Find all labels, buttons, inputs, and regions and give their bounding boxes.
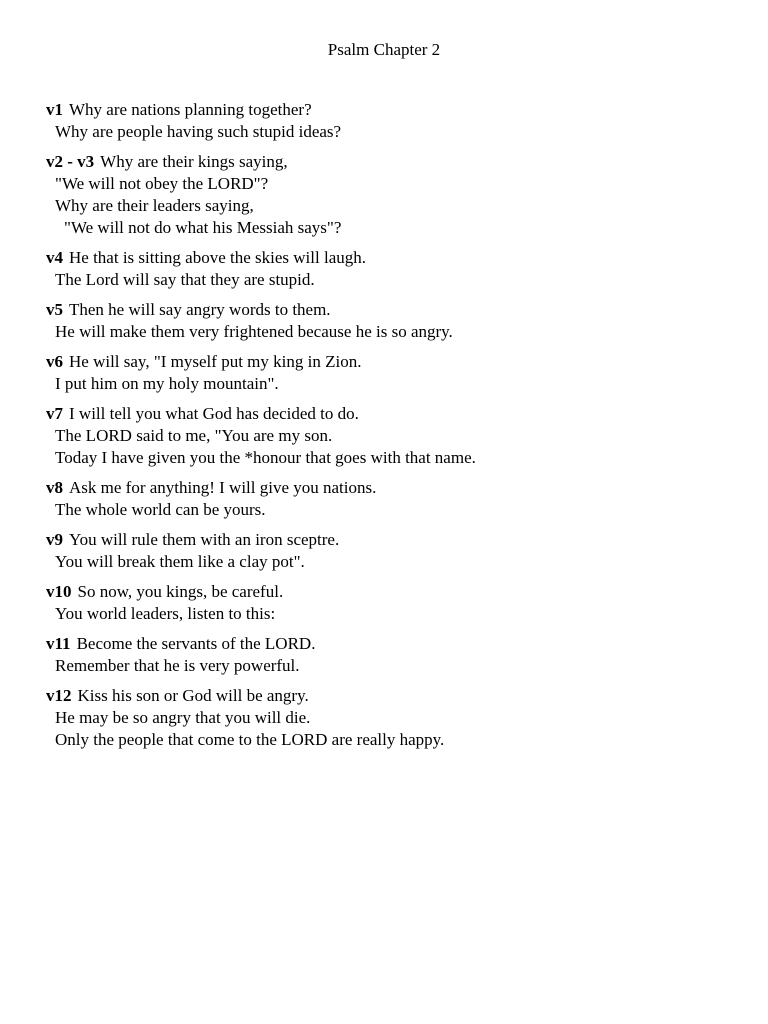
verse-first-line xyxy=(46,99,746,121)
verse-first-line xyxy=(46,247,746,269)
verse-first-line xyxy=(46,299,746,321)
verse-number: v11 xyxy=(46,634,71,653)
verse-text: Become the servants of the LORD. xyxy=(76,634,316,653)
verse-first-line xyxy=(46,351,746,373)
verse-8 xyxy=(46,477,746,521)
verse-number: v5 xyxy=(46,300,63,319)
verse-text: Then he will say angry words to them. xyxy=(69,300,331,319)
verse-6 xyxy=(46,351,746,395)
verse-text: Remember that he is very powerful. xyxy=(55,656,300,675)
verse-text: The LORD said to me, "You are my son. xyxy=(55,426,333,445)
verse-5 xyxy=(46,299,746,343)
verse-first-line xyxy=(46,403,746,425)
verse-number: v9 xyxy=(46,530,63,549)
verse-text: Why are their kings saying, xyxy=(100,152,288,171)
verse-11 xyxy=(46,633,746,677)
verse-number: v10 xyxy=(46,582,72,601)
verse-number: v1 xyxy=(46,100,63,119)
verse-first-line xyxy=(46,151,746,173)
verse-number: v6 xyxy=(46,352,63,371)
verse-text: The Lord will say that they are stupid. xyxy=(55,270,315,289)
verse-number: v8 xyxy=(46,478,63,497)
verse-first-line xyxy=(46,685,746,707)
verse-text: So now, you kings, be careful. xyxy=(77,582,284,601)
verse-number: v2 - v3 xyxy=(46,152,95,171)
verse-text: Why are nations planning together? xyxy=(69,100,312,119)
verse-text: He may be so angry that you will die. xyxy=(55,708,311,727)
verse-9 xyxy=(46,529,746,573)
verse-number: v12 xyxy=(46,686,72,705)
verse-text: You world leaders, listen to this: xyxy=(55,604,276,623)
verse-text: I will tell you what God has decided to do. xyxy=(69,404,359,423)
verse-text: Why are their leaders saying, xyxy=(55,196,254,215)
verse-text: Kiss his son or God will be angry. xyxy=(77,686,309,705)
verse-7 xyxy=(46,403,746,469)
verse-12 xyxy=(46,685,746,751)
verse-text: Today I have given you the *honour that goes with that name. xyxy=(55,448,476,467)
verse-text: You will break them like a clay pot". xyxy=(55,552,305,571)
verse-list xyxy=(46,99,746,759)
verse-number: v7 xyxy=(46,404,63,423)
verse-text: I put him on my holy mountain". xyxy=(55,374,279,393)
verse-2-3 xyxy=(46,151,746,239)
verse-10 xyxy=(46,581,746,625)
verse-4 xyxy=(46,247,746,291)
verse-text: Why are people having such stupid ideas? xyxy=(55,122,342,141)
verse-text: He that is sitting above the skies will laugh. xyxy=(69,248,366,267)
verse-1 xyxy=(46,99,746,143)
verse-text: He will say, "I myself put my king in Zion. xyxy=(69,352,362,371)
verse-first-line xyxy=(46,581,746,603)
verse-number: v4 xyxy=(46,248,63,267)
verse-text: The whole world can be yours. xyxy=(55,500,266,519)
verse-first-line xyxy=(46,477,746,499)
verse-text: "We will not obey the LORD"? xyxy=(55,174,269,193)
verse-text: "We will not do what his Messiah says"? xyxy=(64,218,342,237)
verse-text: Only the people that come to the LORD are really happy. xyxy=(55,730,445,749)
verse-first-line xyxy=(46,633,746,655)
verse-first-line xyxy=(46,529,746,551)
verse-text: He will make them very frightened because he is so angry. xyxy=(55,322,453,341)
verse-text: You will rule them with an iron sceptre. xyxy=(69,530,340,549)
page-title: Psalm Chapter 2 xyxy=(327,40,441,59)
verse-text: Ask me for anything! I will give you nations. xyxy=(69,478,377,497)
